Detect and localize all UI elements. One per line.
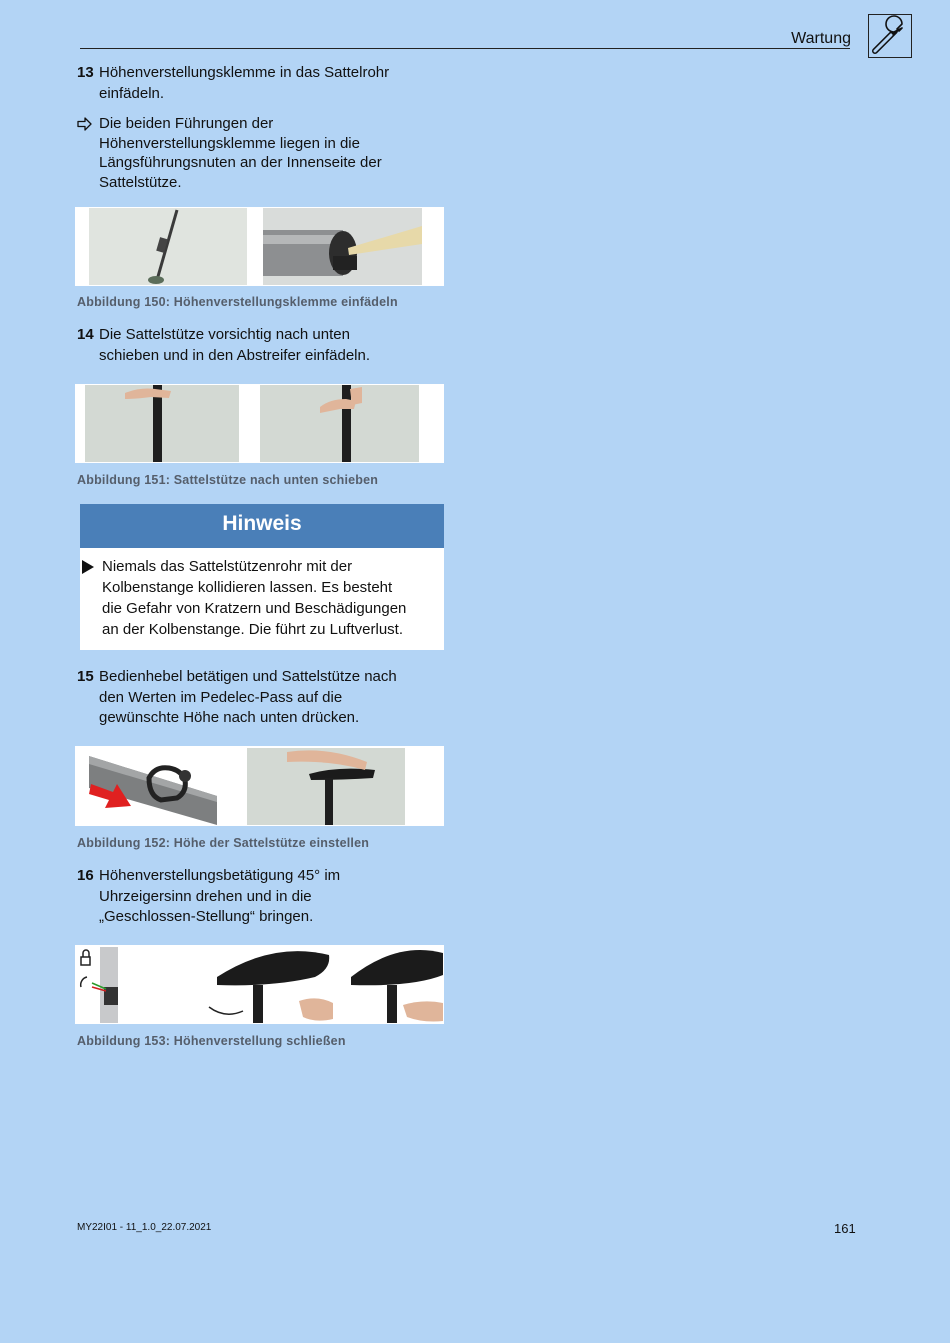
photo-push-down-1 <box>85 385 239 462</box>
note-title: Hinweis <box>80 504 444 548</box>
step-16 <box>77 866 457 928</box>
photo-rotate-2 <box>343 947 443 1023</box>
arrow-right-icon <box>77 114 99 138</box>
wrench-icon <box>868 14 912 58</box>
step-text: „Geschlossen-Stellung“ bringen. <box>99 908 314 925</box>
step-text: schieben und in den Abstreifer einfädeln. <box>99 346 371 364</box>
result-line: Sattelstütze. <box>99 173 182 191</box>
step-text: Höhenverstellungsbetätigung 45° im <box>99 867 341 884</box>
figure-caption: Abbildung 151: Sattelstütze nach unten schieben <box>77 473 379 487</box>
photo-lock-diagram <box>78 947 133 1023</box>
step-14 <box>77 325 457 366</box>
step-number: 13 <box>77 64 94 81</box>
note-line: an der Kolbenstange. Die führt zu Luftverlust. <box>102 621 404 638</box>
page-number: 161 <box>834 1221 856 1236</box>
result-block <box>77 114 457 192</box>
section-title: Wartung <box>791 30 851 47</box>
result-line: Die beiden Führungen der <box>99 115 274 132</box>
photo-clamp-insert <box>263 208 422 285</box>
step-15 <box>77 667 457 729</box>
note-text <box>102 556 447 640</box>
figure-caption: Abbildung 153: Höhenverstellung schließen <box>77 1034 346 1048</box>
figure-caption: Abbildung 150: Höhenverstellungsklemme einfädeln <box>77 295 398 309</box>
photo-clamp-rod <box>89 208 247 285</box>
result-line: Längsführungsnuten an der Innenseite der <box>99 154 382 171</box>
step-text: den Werten im Pedelec-Pass auf die <box>99 688 343 706</box>
photo-push-down-2 <box>260 385 419 462</box>
step-13 <box>77 63 457 104</box>
step-text: Die Sattelstütze vorsichtig nach unten <box>99 326 350 343</box>
figure-153 <box>75 945 444 1024</box>
document-id: MY22I01 - 11_1.0_22.07.2021 <box>77 1222 212 1233</box>
photo-rotate-1 <box>203 947 337 1023</box>
note-box <box>80 504 444 650</box>
step-text: Bedienhebel betätigen und Sattelstütze nach <box>99 668 397 685</box>
note-line: die Gefahr von Kratzern und Beschädigungen <box>102 600 407 617</box>
step-number: 14 <box>77 326 94 343</box>
header-rule <box>80 48 850 49</box>
photo-lever-diagram <box>89 748 218 825</box>
figure-150 <box>75 207 444 286</box>
note-line: Kolbenstange kollidieren lassen. Es besteht <box>102 579 393 596</box>
step-text: Höhenverstellungsklemme in das Sattelrohr <box>99 64 390 81</box>
note-line: Niemals das Sattelstützenrohr mit der <box>102 558 353 575</box>
step-number: 16 <box>77 867 94 884</box>
figure-caption: Abbildung 152: Höhe der Sattelstütze einstellen <box>77 836 370 850</box>
photo-saddle-press <box>247 748 405 825</box>
step-text: einfädeln. <box>99 84 165 102</box>
figure-152 <box>75 746 444 826</box>
result-line: Höhenverstellungsklemme liegen in die <box>99 134 360 152</box>
step-number: 15 <box>77 668 94 685</box>
step-text: Uhrzeigersinn drehen und in die <box>99 887 312 905</box>
figure-151 <box>75 384 444 463</box>
step-text: gewünschte Höhe nach unten drücken. <box>99 709 360 726</box>
triangle-bullet-icon <box>81 560 95 574</box>
